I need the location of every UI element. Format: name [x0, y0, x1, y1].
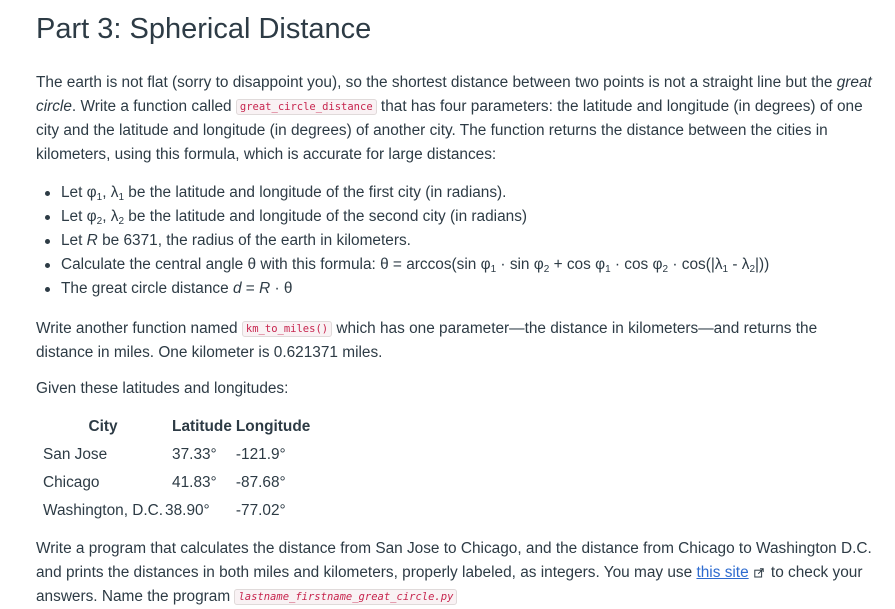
column-header: Latitude [172, 418, 232, 435]
item-text: , λ [102, 208, 119, 225]
table-cell: -121.9° [235, 446, 286, 463]
reference-site-link[interactable]: this site [696, 564, 749, 581]
given-paragraph: Given these latitudes and longitudes: [36, 380, 289, 397]
list-item [61, 229, 875, 253]
coordinates-table [36, 413, 312, 525]
item-text: · cos φ [610, 256, 663, 273]
item-text: - λ [728, 256, 750, 273]
item-text: Let φ [61, 208, 97, 225]
list-item [61, 181, 875, 205]
table-cell: Chicago [43, 474, 100, 491]
page-title: Part 3: Spherical Distance [36, 13, 372, 45]
column-header: City [88, 418, 118, 435]
item-text: = [241, 280, 260, 297]
list-item [61, 277, 875, 301]
table-cell: San Jose [43, 446, 108, 463]
table-row [36, 441, 312, 469]
item-text: be the latitude and longitude of the first city (in radians). [124, 184, 507, 201]
subscript: 1 [605, 264, 611, 275]
program-paragraph [36, 537, 875, 609]
variable: d [232, 280, 242, 297]
subscript: 1 [490, 264, 497, 275]
formula-steps-list [36, 181, 875, 301]
conversion-paragraph [36, 317, 875, 365]
subscript: 2 [96, 216, 103, 227]
list-item [61, 205, 875, 229]
table-cell: 37.33° [172, 446, 217, 463]
column-header: Longitude [235, 418, 311, 435]
table-cell: -87.68° [235, 474, 286, 491]
table-header-row [36, 413, 312, 441]
function-name-code: km_to_miles() [242, 321, 332, 337]
item-text: · cos(|λ [668, 256, 723, 273]
table-cell: 38.90° [165, 502, 210, 519]
paragraph-text: Write another function named [36, 320, 242, 337]
subscript: 1 [722, 264, 729, 275]
item-text: + cos φ [549, 256, 606, 273]
variable: R [86, 232, 98, 249]
program-filename-code: lastname_firstname_great_circle.py [234, 589, 457, 605]
subscript: 2 [749, 264, 756, 275]
item-text: |)) [755, 256, 770, 273]
table-cell: -77.02° [235, 502, 286, 519]
subscript: 2 [118, 216, 125, 227]
intro-emphasis: great circle [36, 74, 872, 115]
item-text: , λ [102, 184, 119, 201]
table-cell: 41.83° [172, 474, 217, 491]
item-text: Calculate the central angle θ with this formula: θ = arccos(sin φ [61, 256, 491, 273]
item-text: be 6371, the radius of the earth in kilometers. [97, 232, 411, 249]
subscript: 2 [662, 264, 669, 275]
intro-text: that has four parameters: the latitude and longitude (in degrees) of one city and the latitude and longitude (in degrees) of another city. The function returns the distance between the cities in kilometers, using this formula, which is accurate for large distances: [36, 98, 863, 163]
paragraph-text: Write a program that calculates the distance from San Jose to Chicago, and the distance from Chicago to Washington D.C. and prints the distances in both miles and kilometers, properly labeled, as integers. You may use [36, 540, 872, 581]
subscript: 1 [96, 192, 103, 203]
paragraph-text: to check your answers. Name the program [36, 564, 863, 605]
item-text: The great circle distance [61, 280, 233, 297]
external-link-icon [754, 568, 764, 578]
intro-text: The earth is not flat (sorry to disappoint you), so the shortest distance between two points is not a straight line but the [36, 74, 837, 91]
item-text: Let [61, 232, 87, 249]
subscript: 1 [118, 192, 125, 203]
table-row [36, 497, 312, 525]
list-item [61, 253, 875, 277]
paragraph-text: which has one parameter—the distance in kilometers—and returns the distance in miles. One kilometer is 0.621371 miles. [36, 320, 818, 361]
variable: R [259, 280, 271, 297]
item-text: be the latitude and longitude of the second city (in radians) [124, 208, 528, 225]
intro-paragraph [36, 71, 875, 167]
intro-text: . Write a function called [71, 98, 236, 115]
table-row [36, 469, 312, 497]
item-text: Let φ [61, 184, 97, 201]
subscript: 2 [543, 264, 550, 275]
item-text: · sin φ [496, 256, 544, 273]
table-cell: Washington, D.C. [43, 502, 164, 519]
function-name-code: great_circle_distance [236, 99, 377, 115]
item-text: · θ [270, 280, 293, 297]
